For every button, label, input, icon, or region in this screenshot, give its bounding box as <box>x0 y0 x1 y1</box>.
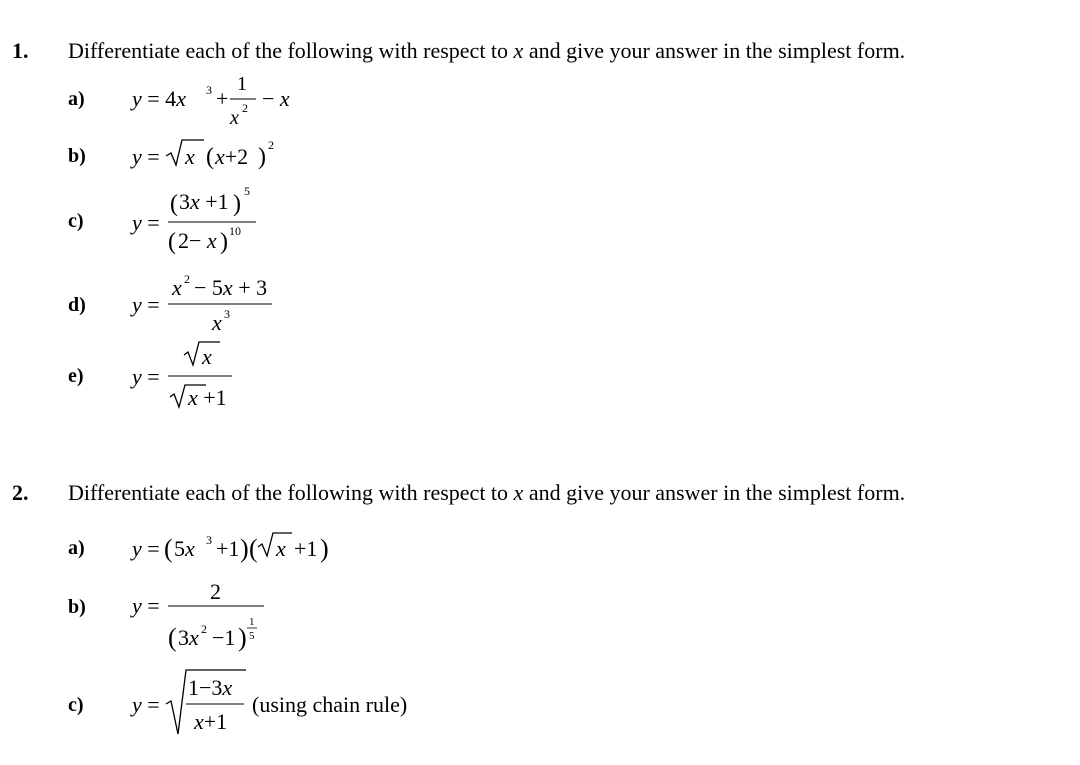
part-1d-label: d) <box>68 294 86 316</box>
svg-text:y =: y = <box>132 292 160 317</box>
svg-text:(: ( <box>168 623 177 652</box>
svg-text:): ) <box>258 144 266 170</box>
svg-text:x +1: x +1 <box>188 385 227 410</box>
svg-text:(: ( <box>168 229 176 255</box>
svg-text:5: 5 <box>249 630 255 642</box>
part-2b-formula <box>128 573 308 663</box>
svg-text:2: 2 <box>184 272 190 286</box>
part-1e-formula <box>128 335 308 415</box>
svg-text:y = 4x: y = 4x <box>132 86 186 111</box>
part-1c-label: c) <box>68 210 84 232</box>
svg-text:+1: +1 <box>216 536 240 561</box>
svg-text:(: ( <box>249 534 258 563</box>
svg-text:x: x <box>172 275 182 300</box>
instruction-text-after: and give your answer in the simplest form. <box>528 38 906 63</box>
svg-text:3: 3 <box>224 307 230 321</box>
part-2c-formula <box>128 668 248 748</box>
svg-text:): ) <box>220 229 228 255</box>
question-1-instruction <box>68 38 905 64</box>
svg-text:3x +1: 3x +1 <box>179 189 229 214</box>
part-2c-note: (using chain rule) <box>252 692 408 717</box>
svg-text:10: 10 <box>229 224 241 238</box>
svg-text:y =: y = <box>132 364 160 389</box>
svg-text:−1: −1 <box>212 625 236 650</box>
svg-text:x: x <box>276 536 286 561</box>
part-1a-formula <box>128 70 308 130</box>
instruction-variable: x <box>513 38 524 63</box>
part-2a-formula <box>128 525 358 570</box>
svg-text:5x: 5x <box>174 536 195 561</box>
part-1c-formula <box>128 180 308 260</box>
instruction-text-after: and give your answer in the simplest form. <box>528 480 906 505</box>
svg-text:y =: y = <box>132 210 160 235</box>
svg-text:x+2: x+2 <box>215 144 249 169</box>
part-1b-label: b) <box>68 145 86 167</box>
instruction-text-before: Differentiate each of the following with respect to <box>68 480 509 505</box>
svg-text:3: 3 <box>206 83 212 97</box>
svg-text:− 5x + 3: − 5x + 3 <box>194 275 268 300</box>
svg-text:y =: y = <box>132 593 160 618</box>
svg-text:y =: y = <box>132 144 160 169</box>
part-2c-label: c) <box>68 694 84 716</box>
svg-text:3: 3 <box>206 533 212 547</box>
svg-text:): ) <box>233 191 241 217</box>
svg-text:+1: +1 <box>294 536 318 561</box>
question-2-number: 2. <box>12 480 29 505</box>
svg-text:x+1: x+1 <box>194 709 228 734</box>
svg-text:2: 2 <box>242 101 248 115</box>
part-1d-formula <box>128 268 308 338</box>
svg-text:2− x: 2− x <box>178 228 217 253</box>
svg-text:(: ( <box>164 534 173 563</box>
instruction-text-before: Differentiate each of the following with respect to <box>68 38 509 63</box>
svg-text:(: ( <box>170 191 178 217</box>
part-1e-label: e) <box>68 365 84 387</box>
part-1b-formula <box>128 132 308 177</box>
svg-text:5: 5 <box>244 184 250 198</box>
svg-text:): ) <box>238 623 247 652</box>
svg-text:1: 1 <box>249 616 255 628</box>
question-1-number: 1. <box>12 38 29 63</box>
svg-text:(: ( <box>206 144 214 170</box>
svg-text:): ) <box>240 534 249 563</box>
svg-text:x: x <box>230 107 239 129</box>
instruction-variable: x <box>513 480 524 505</box>
part-2a-label: a) <box>68 537 85 559</box>
part-1a-label: a) <box>68 88 85 110</box>
svg-text:2: 2 <box>210 579 221 604</box>
svg-text:2: 2 <box>268 138 274 152</box>
question-2-instruction <box>68 480 905 506</box>
svg-text:− x: − x <box>262 86 290 111</box>
svg-text:1−3x: 1−3x <box>188 675 233 700</box>
part-2b-label: b) <box>68 596 86 618</box>
svg-text:y =: y = <box>132 692 160 717</box>
svg-text:x: x <box>212 310 222 335</box>
svg-text:): ) <box>320 534 329 563</box>
svg-text:1: 1 <box>237 73 247 95</box>
svg-text:y =: y = <box>132 536 160 561</box>
svg-text:3x: 3x <box>178 625 199 650</box>
svg-text:2: 2 <box>201 622 207 636</box>
svg-text:x: x <box>185 144 195 169</box>
svg-text:+: + <box>216 86 229 111</box>
svg-text:x: x <box>202 344 212 369</box>
